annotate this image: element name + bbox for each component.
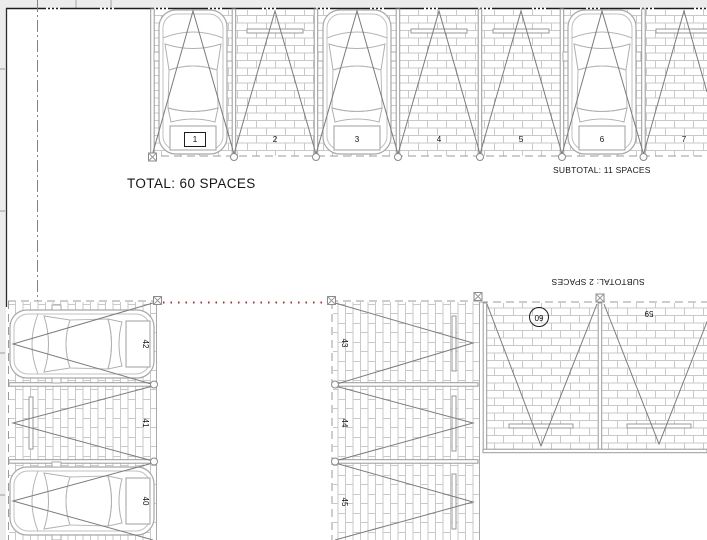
subtotal-top-row-label: SUBTOTAL: 11 SPACES [553,165,651,175]
corner-markers [474,293,604,303]
stall-number-7: 7 [681,135,687,144]
total-spaces-label: TOTAL: 60 SPACES [127,176,256,191]
stall-number-5: 5 [518,135,524,144]
bottom-middle-parking-group [328,297,481,540]
stall-number-6: 6 [599,135,605,144]
car-stall-40 [10,462,154,540]
paving-hatch [333,302,480,540]
stall-number-41: 41 [141,418,150,428]
car-stall-42 [10,305,154,383]
stall-number-42: 42 [141,339,150,349]
stall-number-4: 4 [436,135,442,144]
stall-number-45: 45 [340,497,349,507]
top-parking-row [148,9,707,161]
stall-number-2: 2 [272,135,278,144]
stall-number-60: 60 [529,307,549,327]
stall-number-1: 1 [184,132,206,147]
stall-number-3: 3 [354,135,360,144]
subtotal-bottom-group-label: SUBTOTAL: 2 SPACES [551,277,645,287]
group-edge [483,449,707,453]
car-stall-6 [563,10,641,154]
stall-number-43: 43 [340,338,349,348]
car-stall-3 [318,10,396,154]
stall-number-40: 40 [141,496,150,506]
stall-number-59: 59 [644,309,654,318]
bottom-left-parking-group [8,297,162,540]
stall-number-44: 44 [340,418,349,428]
bottom-right-parking-group [474,293,707,453]
